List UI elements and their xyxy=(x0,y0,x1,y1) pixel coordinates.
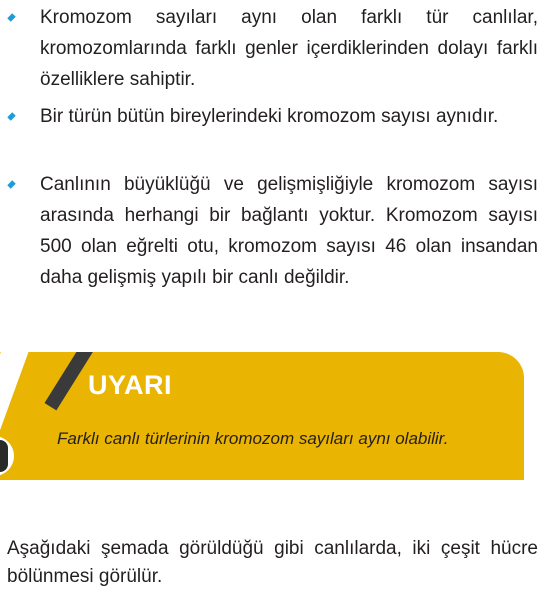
warning-curl-shadow-decoration xyxy=(0,440,8,472)
bullet-text: Bir türün bütün bireylerindeki kromozom sayısı aynıdır. xyxy=(40,106,499,127)
warning-text: Farklı canlı türlerinin kromozom sayıları aynı olabilir. xyxy=(57,429,449,448)
footer-paragraph: Aşağıdaki şemada görüldüğü gibi canlılarda, iki çeşit hücre bölünmesi görülür. xyxy=(7,538,538,587)
diamond-bullet-icon xyxy=(7,112,15,120)
bullet-text: Kromozom sayıları aynı olan farklı tür canlılar, kromozomlarında farklı genler içerdiklerinden dolayı farklı özelliklere sahiptir. xyxy=(40,7,538,90)
warning-slash-decoration xyxy=(45,352,94,410)
warning-title: UYARI xyxy=(88,370,173,400)
warning-box xyxy=(0,352,524,480)
bullet-text: Canlının büyüklüğü ve gelişmişliğiyle kromozom sayısı arasında herhangi bir bağlantı yoktur. Kromozom sayısı 500 olan eğrelti otu, kromozom sayısı 46 olan insandan daha gelişmiş yapılı bir canlı değildir. xyxy=(40,174,538,288)
diamond-bullet-icon xyxy=(7,13,15,21)
diamond-bullet-icon xyxy=(7,180,15,188)
